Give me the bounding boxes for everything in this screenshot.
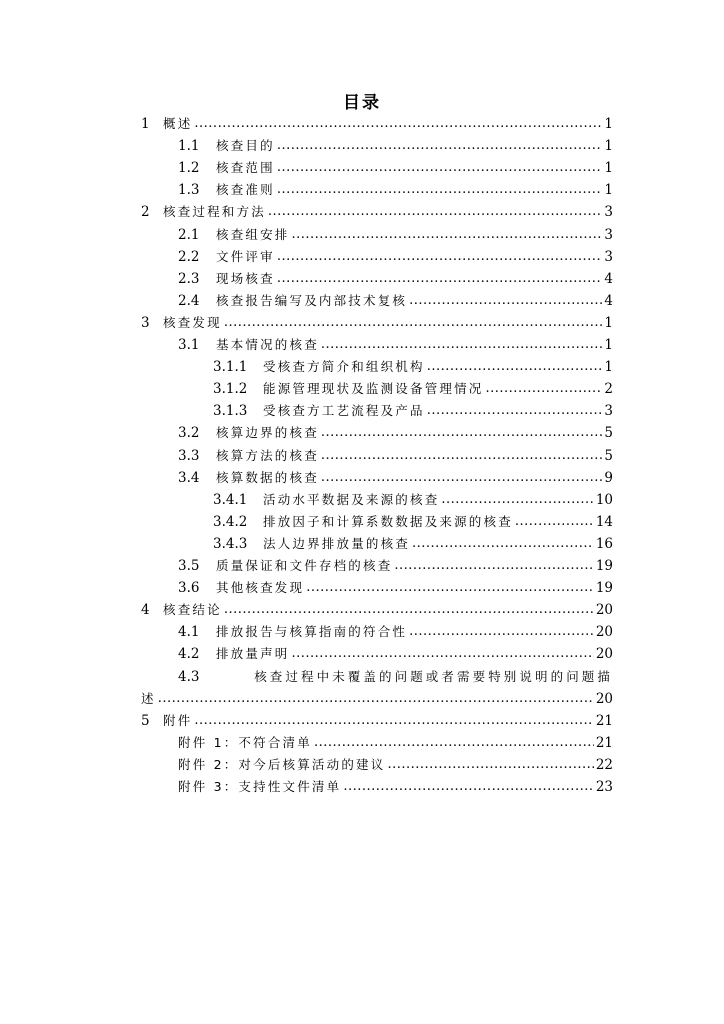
toc-entry-number: 3.1.3: [213, 403, 248, 420]
toc-entry-page: 9: [604, 469, 613, 486]
toc-entry-text: 现场核查: [216, 270, 275, 286]
toc-entry-text: 受核查方简介和组织机构: [263, 359, 425, 375]
toc-entry-number: 1.1: [178, 138, 200, 155]
toc-leader-dots: [277, 157, 603, 179]
toc-entry[interactable]: [178, 422, 613, 444]
toc-entry-page: 21: [595, 734, 613, 751]
toc-entry-text: 述: [141, 690, 156, 706]
toc-entry[interactable]: [178, 246, 613, 268]
toc-entry-page: 20: [595, 646, 613, 663]
toc-entry[interactable]: [178, 445, 613, 467]
toc-entry[interactable]: [178, 754, 613, 776]
toc-leader-dots: [277, 135, 603, 157]
toc-entry-text: 核查过程中未覆盖的问题或者需要特别说明的问题描: [254, 668, 613, 684]
toc-entry-text: 排放因子和计算系数数据及来源的核查: [263, 513, 513, 529]
toc-entry[interactable]: [213, 511, 613, 533]
toc-entry[interactable]: [178, 268, 613, 290]
toc-leader-dots: [321, 334, 603, 356]
toc-entry[interactable]: [213, 489, 613, 511]
toc-entry[interactable]: [141, 710, 613, 732]
toc-entry[interactable]: [178, 467, 613, 489]
toc-entry-number: 3.6: [178, 580, 200, 597]
toc-entry-text: 概述: [163, 116, 193, 131]
toc-entry-number: 3.4.3: [213, 535, 248, 552]
toc-leader-dots: [158, 688, 594, 710]
toc-leader-dots: [306, 577, 594, 599]
toc-entry[interactable]: [178, 621, 613, 643]
toc-entry-page: 3: [604, 403, 613, 420]
toc-entry-text: 核查目的: [216, 138, 275, 154]
toc-leader-dots: [427, 400, 603, 422]
toc-entry-page: 1: [604, 359, 613, 376]
toc-entry[interactable]: [178, 224, 613, 246]
toc-leader-dots: [194, 113, 602, 135]
toc-title: 目录: [343, 93, 381, 113]
toc-entry-text: 排放量声明: [216, 646, 290, 662]
toc-entry-page: 22: [595, 756, 613, 773]
toc-entry-text: 核算边界的核查: [216, 425, 319, 441]
toc-entry-text: 文件评审: [216, 248, 275, 264]
toc-entry-page: 1: [604, 138, 613, 155]
toc-entry-text: 附件 2：对今后核算活动的建议: [178, 756, 386, 772]
toc-entry-number: 3.1.1: [213, 359, 248, 376]
toc-entry-page: 20: [595, 602, 613, 619]
toc-entry[interactable]: [141, 113, 613, 135]
toc-entry-text: 其他核查发现: [216, 580, 305, 596]
toc-entry-text: 核算数据的核查: [216, 469, 319, 485]
toc-entry-page: 3: [604, 226, 613, 243]
toc-leader-dots: [409, 290, 602, 312]
toc-entry-page: 1: [604, 337, 613, 353]
toc-leader-dots: [292, 643, 594, 665]
toc-entry-page: 3: [604, 204, 613, 221]
toc-entry-page: 21: [595, 712, 613, 729]
toc-entry-page: 23: [595, 779, 613, 795]
toc-entry-page: 14: [595, 513, 613, 530]
toc-entry-page: 19: [595, 580, 613, 597]
toc-leader-dots: [412, 533, 594, 555]
toc-leader-dots: [321, 467, 603, 489]
toc-leader-dots: [224, 599, 594, 621]
toc-entry-page: 20: [595, 690, 613, 707]
toc-entry-text: 核查结论: [163, 602, 222, 618]
toc-entry-number: 4: [141, 602, 150, 619]
toc-entry-number: 2: [141, 204, 150, 221]
toc-entry-number: 1: [141, 116, 150, 132]
toc-entry-page: 1: [604, 314, 613, 331]
toc-entry-text: 核查发现: [163, 314, 222, 330]
toc-leader-dots: [268, 201, 603, 223]
toc-entry-number: 2.4: [178, 292, 200, 309]
toc-entry-text: 基本情况的核查: [216, 337, 319, 352]
toc-entry-page: 2: [604, 381, 613, 398]
toc-leader-dots: [321, 445, 603, 467]
toc-leader-dots: [224, 312, 603, 334]
toc-entry-text: 能源管理现状及监测设备管理情况: [263, 381, 484, 397]
toc-entry[interactable]: [178, 643, 613, 665]
toc-entry-number: 3.4: [178, 469, 200, 486]
toc-entry-number: 4.2: [178, 646, 200, 663]
toc-entry-number: 5: [141, 712, 150, 729]
toc-entry[interactable]: [178, 157, 613, 179]
toc-entry-text: 排放报告与核算指南的符合性: [216, 624, 408, 640]
toc-entry-page: 1: [604, 116, 613, 132]
toc-entry-number: 3.4.1: [213, 491, 248, 508]
toc-leader-dots: [277, 246, 603, 268]
toc-entry[interactable]: [213, 400, 613, 422]
toc-entry-text: 受核查方工艺流程及产品: [263, 403, 425, 419]
toc-entry-number: 1.3: [178, 182, 200, 199]
toc-leader-dots: [314, 732, 594, 754]
toc-entry-text: 核算方法的核查: [216, 447, 319, 463]
toc-entry-page: 19: [595, 558, 613, 574]
toc-entry-page: 16: [595, 535, 613, 552]
toc-entry-page: 1: [604, 182, 613, 199]
toc-entry[interactable]: [141, 599, 613, 621]
toc-entry-number: 3.2: [178, 425, 200, 442]
toc-leader-dots: [394, 555, 593, 577]
toc-entry-text: 核查过程和方法: [163, 204, 266, 220]
toc-entry-page: 5: [604, 425, 613, 442]
toc-entry-text: 附件: [163, 712, 193, 728]
toc-leader-dots: [427, 356, 603, 378]
toc-entry-text: 核查组安排: [216, 226, 290, 242]
toc-entry-page: 20: [595, 624, 613, 641]
toc-entry-text: 核查范围: [216, 160, 275, 176]
toc-entry-number: 2.3: [178, 270, 200, 287]
toc-entry-page: 4: [604, 270, 613, 287]
toc-entry-page: 10: [595, 491, 613, 508]
toc-entry[interactable]: [178, 732, 613, 754]
toc-entry-number: 3.3: [178, 447, 200, 464]
toc-entry-text: 活动水平数据及来源的核查: [263, 491, 440, 507]
toc-entry-number: 3: [141, 314, 150, 331]
toc-leader-dots: [321, 422, 603, 444]
toc-entry-page: 5: [604, 447, 613, 464]
toc-leader-dots: [292, 224, 603, 246]
toc-entry-number: 4.3: [178, 668, 200, 685]
toc-entry-number: 3.5: [178, 558, 200, 574]
toc-entry-number: 3.1: [178, 337, 200, 353]
toc-leader-dots: [441, 489, 593, 511]
toc-entry-page: 4: [604, 292, 613, 309]
toc-entry-number: 2.2: [178, 248, 200, 265]
toc-entry-number: 4.1: [178, 624, 200, 641]
toc-leader-dots: [486, 378, 603, 400]
toc-leader-dots: [343, 776, 593, 798]
toc-entry-number: 3.1.2: [213, 381, 248, 398]
toc-entry-number: 3.4.2: [213, 513, 248, 530]
toc-entry[interactable]: [178, 334, 613, 356]
toc-entry[interactable]: [178, 577, 613, 599]
toc-entry[interactable]: [213, 356, 613, 378]
toc-entry-page: 1: [604, 160, 613, 177]
toc-entry[interactable]: [213, 533, 613, 555]
toc-entry[interactable]: [178, 179, 613, 201]
toc-leader-dots: [387, 754, 593, 776]
toc-entry[interactable]: [213, 378, 613, 400]
toc-entry[interactable]: [178, 776, 613, 798]
toc-entry-text: 质量保证和文件存档的核查: [216, 558, 393, 573]
toc-leader-dots: [277, 268, 603, 290]
toc-entry-number: 2.1: [178, 226, 200, 243]
toc-entry-text: 附件 1：不符合清单: [178, 734, 312, 750]
toc-leader-dots: [194, 710, 593, 732]
toc-leader-dots: [409, 621, 594, 643]
toc-entry-page: 3: [604, 248, 613, 265]
toc-entry[interactable]: [141, 312, 613, 334]
toc-entry-text: 核查准则: [216, 182, 275, 198]
toc-entry-wrapped-line2[interactable]: [141, 688, 613, 710]
toc-entry[interactable]: [178, 555, 613, 577]
toc-entry-text: 附件 3：支持性文件清单: [178, 779, 342, 794]
toc-entry-number: 1.2: [178, 160, 200, 177]
toc-entry-wrapped-line1[interactable]: [178, 666, 613, 688]
toc-entry[interactable]: [141, 201, 613, 223]
toc-entry[interactable]: [178, 290, 613, 312]
toc-entry-text: 法人边界排放量的核查: [263, 535, 411, 551]
toc-leader-dots: [515, 511, 594, 533]
toc-entry[interactable]: [178, 135, 613, 157]
toc-entry-text: 核查报告编写及内部技术复核: [216, 292, 408, 308]
toc-leader-dots: [277, 179, 603, 201]
